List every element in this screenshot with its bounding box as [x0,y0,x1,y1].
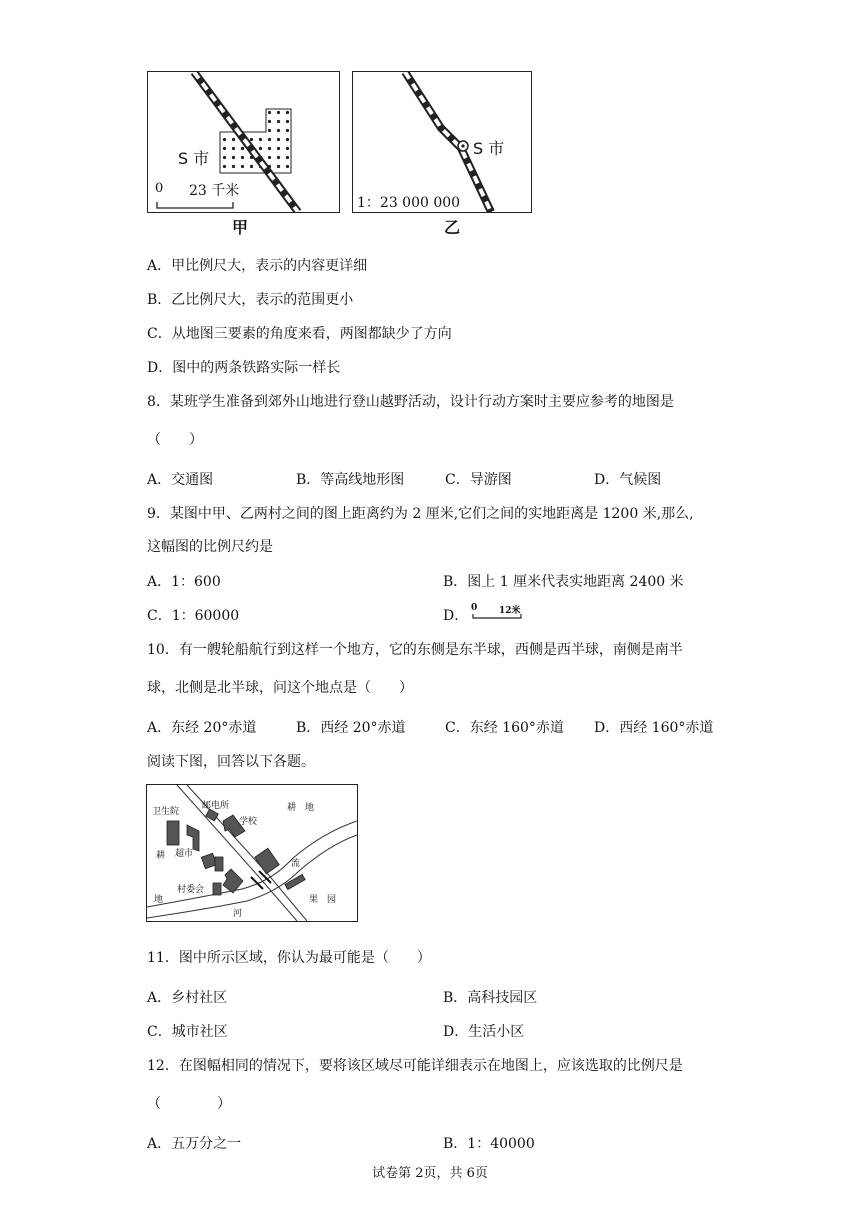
building [255,848,280,874]
scale-value: 23 千米 [189,183,240,199]
village-map [146,784,358,922]
scale-bar-line [471,604,527,622]
map-yi [352,71,532,213]
scale-text: 1：23 000 000 [357,195,461,211]
q11-option-a: A．乡村社区 [147,990,228,1006]
building [201,853,216,868]
scale-bar-value: 12米 [499,606,521,616]
city-label: S 市 [178,149,210,168]
label-di: 地 [154,895,164,905]
q10-option-c: C．东经 160°赤道 [445,720,564,736]
q8-stem-line1: 8．某班学生准备到郊外山地进行登山越野活动，设计行动方案时主要应参考的地图是 [147,394,674,410]
q10-stem-line1: 10．有一艘轮船航行到这样一个地方，它的东侧是东半球，西侧是西半球，南侧是南半 [147,642,683,658]
label-youdiansuo: 邮电所 [202,801,230,811]
q11-option-d: D．生活小区 [443,1024,525,1040]
q9-option-a: A．1：600 [147,574,221,590]
building [167,821,179,845]
q12-option-a: A．五万分之一 [147,1136,242,1152]
building [215,857,223,871]
q11-stem: 11．图中所示区域，你认为最可能是（ ） [147,950,431,966]
label-weishengyuan: 卫生院 [152,807,180,817]
q9-option-c: C．1：60000 [147,608,240,624]
q8-option-d: D．气候图 [594,472,662,488]
q9-stem-line1: 9．某图中甲、乙两村之间的图上距离约为 2 厘米,它们之间的实地距离是 1200 米,那么, [147,506,694,522]
map-jia-caption: 甲 [232,218,249,237]
q8-stem-line2: （ ） [147,432,203,448]
label-he: 河 [233,909,243,919]
q8-option-c: C．导游图 [445,472,512,488]
map-jia [147,71,340,213]
q10-option-d: D．西经 160°赤道 [594,720,714,736]
q7-option-b: B．乙比例尺大，表示的范围更小 [147,292,354,308]
scale-bar-d [471,604,527,622]
q9-option-d-label: D． [443,608,469,624]
q7-option-c: C．从地图三要素的角度来看，两图都缺少了方向 [147,326,452,342]
map-yi-graphic [353,72,531,212]
q9-stem-line2: 这幅图的比例尺约是 [147,539,273,555]
label-liu: 流 [291,859,301,869]
q11-option-c: C．城市社区 [147,1024,228,1040]
building [285,874,305,889]
q7-option-a: A．甲比例尺大，表示的内容更详细 [147,258,368,274]
q12-stem-line2: （ ） [147,1096,231,1112]
page-footer: 试卷第 2页，共 6页 [372,1166,488,1181]
q10-option-b: B．西经 20°赤道 [296,720,406,736]
label-geng: 耕 [156,851,166,861]
q8-option-a: A．交通图 [147,472,214,488]
building [213,883,221,895]
q12-stem-line1: 12．在图幅相同的情况下，要将该区域尽可能详细表示在地图上，应该选取的比例尺是 [147,1058,683,1074]
city-label: S 市 [473,139,505,158]
q9-option-b: B．图上 1 厘米代表实地距离 2400 米 [443,574,684,590]
label-xuexiao: 学校 [239,817,258,827]
label-cunweihui: 村委会 [177,885,205,895]
map-jia-graphic [148,72,339,212]
scale-bar [157,202,233,208]
q10-option-a: A．东经 20°赤道 [147,720,257,736]
label-gengdi-top: 耕 地 [287,803,315,813]
label-chaoshi: 超市 [175,849,194,859]
scale-zero: 0 [155,181,164,196]
q11-option-b: B．高科技园区 [443,990,538,1006]
q7-option-d: D．图中的两条铁路实际一样长 [147,360,341,376]
q12-option-b: B．1：40000 [443,1136,535,1152]
q9-option-d [443,603,521,625]
reading-intro: 阅读下图，回答以下各题。 [147,754,315,770]
q10-stem-line2: 球，北侧是北半球，问这个地点是（ ） [147,680,413,696]
label-guoyuan: 果 园 [309,895,337,905]
map-yi-caption: 乙 [444,218,461,237]
scale-bar-zero: 0 [471,603,478,613]
q8-option-b: B．等高线地形图 [296,472,405,488]
